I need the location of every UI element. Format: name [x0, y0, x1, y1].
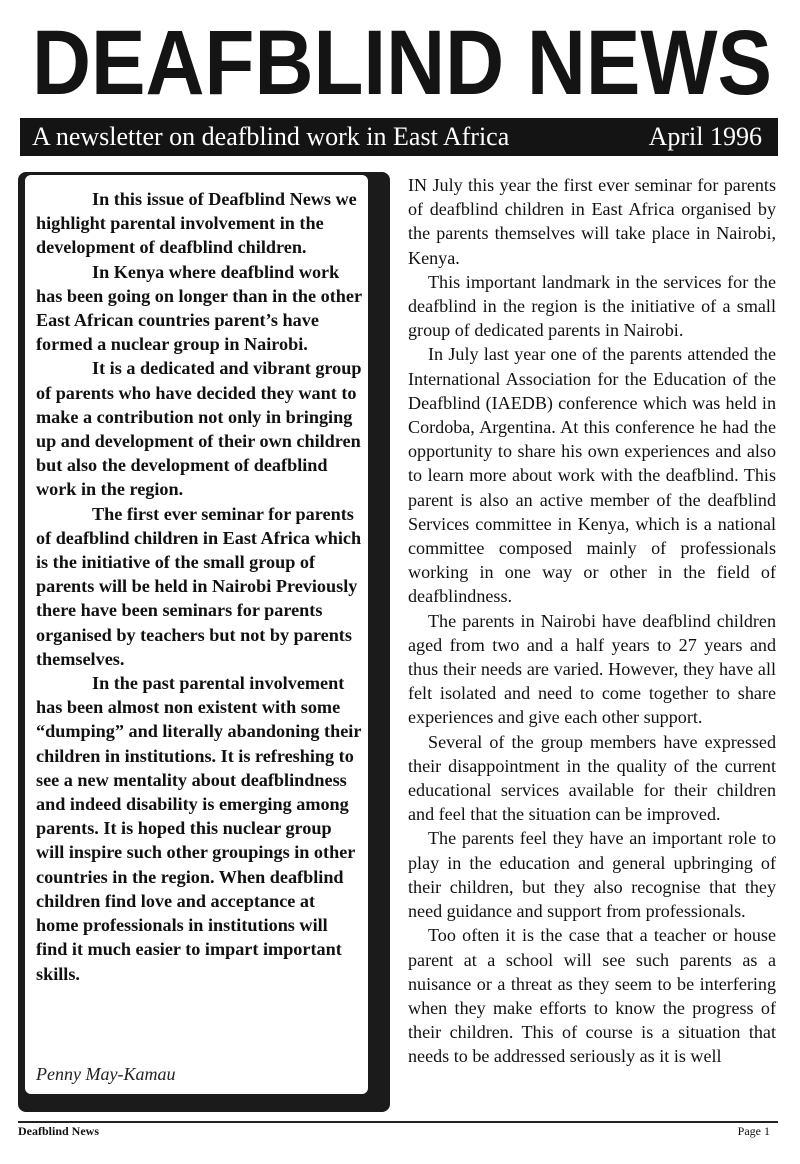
main-article [408, 173, 776, 1069]
editorial-paragraph: In this issue of Deafblind News we highlight parental involvement in the development of deafblind children. [36, 189, 357, 258]
page-number: Page 1 [737, 1124, 770, 1138]
issue-date: April 1996 [648, 122, 762, 151]
masthead-title [22, 8, 782, 108]
article-paragraph: The parents feel they have an important role to play in the education and general upbringing of their children, but they also recognise that they need guidance and support from professionals. [408, 828, 776, 922]
masthead [22, 2, 782, 114]
article-paragraph: In July last year one of the parents attended the International Association for the Education of the Deafblind (IAEDB) conference which was held in Cordoba, Argentina. At this conference he had the opportunity to share his own experiences and also to learn more about work with the deafblind. This parent is also an active member of the deafblind Services committee in Kenya, which is a national committee composed mainly of professionals working in one way or other in the field of deafblindness. [408, 344, 776, 607]
editorial-signature: Penny May-Kamau [36, 1064, 176, 1084]
tagline: A newsletter on deafblind work in East Africa [32, 122, 510, 151]
svg-text:DEAFBLIND NEWS: DEAFBLIND NEWS [32, 12, 772, 108]
article-paragraph: The parents in Nairobi have deafblind children aged from two and a half years to 27 years and thus their needs are varied. However, they have all felt isolated and need to come together to share experiences and give each other support. [408, 610, 776, 728]
editorial-paragraph: The first ever seminar for parents of deafblind children in East Africa which is the initiative of the small group of parents will be held in Nairobi Previously there have been seminars for parents organised by teachers but not by parents themselves. [36, 503, 362, 669]
article-paragraph: Several of the group members have expressed their disappointment in the quality of the current educational services available for their children and feel that the situation can be improved. [408, 731, 776, 825]
footer-publication: Deafblind News [18, 1124, 100, 1138]
footer-divider [18, 1121, 778, 1123]
editorial-paragraph: In Kenya where deafblind work has been going on longer than in the other East African countries parent’s have formed a nuclear group in Nairobi. [36, 261, 362, 355]
editorial-paragraph: In the past parental involvement has been almost non existent with some “dumping” and literally abandoning their children in institutions. It is refreshing to see a new mentality about deafblindness and indeed disability is emerging among parents. It is hoped this nuclear group will inspire such other groupings in other countries in the region. When deafblind children find love and acceptance at home professionals in institutions will find it much easier to impart important skills. [36, 673, 362, 984]
article-paragraph: This important landmark in the services for the deafblind in the region is the initiative of a small group of dedicated parents in Nairobi. [408, 271, 776, 341]
editorial-text [36, 187, 362, 986]
article-paragraph: Too often it is the case that a teacher or house parent at a school will see such parents as a nuisance or a threat as they seem to be interfering when they make efforts to know the progress of their children. This of course is a situation that needs to be addressed seriously as it is well [408, 925, 776, 1067]
editorial-paragraph: It is a dedicated and vibrant group of parents who have decided they want to make a contribution not only in bringing up and development of their own children but also the development of deafblind work in the region. [36, 358, 362, 500]
article-paragraph: IN July this year the first ever seminar for parents of deafblind children in East Africa organised by the parents themselves will take place in Nairobi, Kenya. [408, 175, 776, 268]
tagline-banner [20, 118, 778, 156]
